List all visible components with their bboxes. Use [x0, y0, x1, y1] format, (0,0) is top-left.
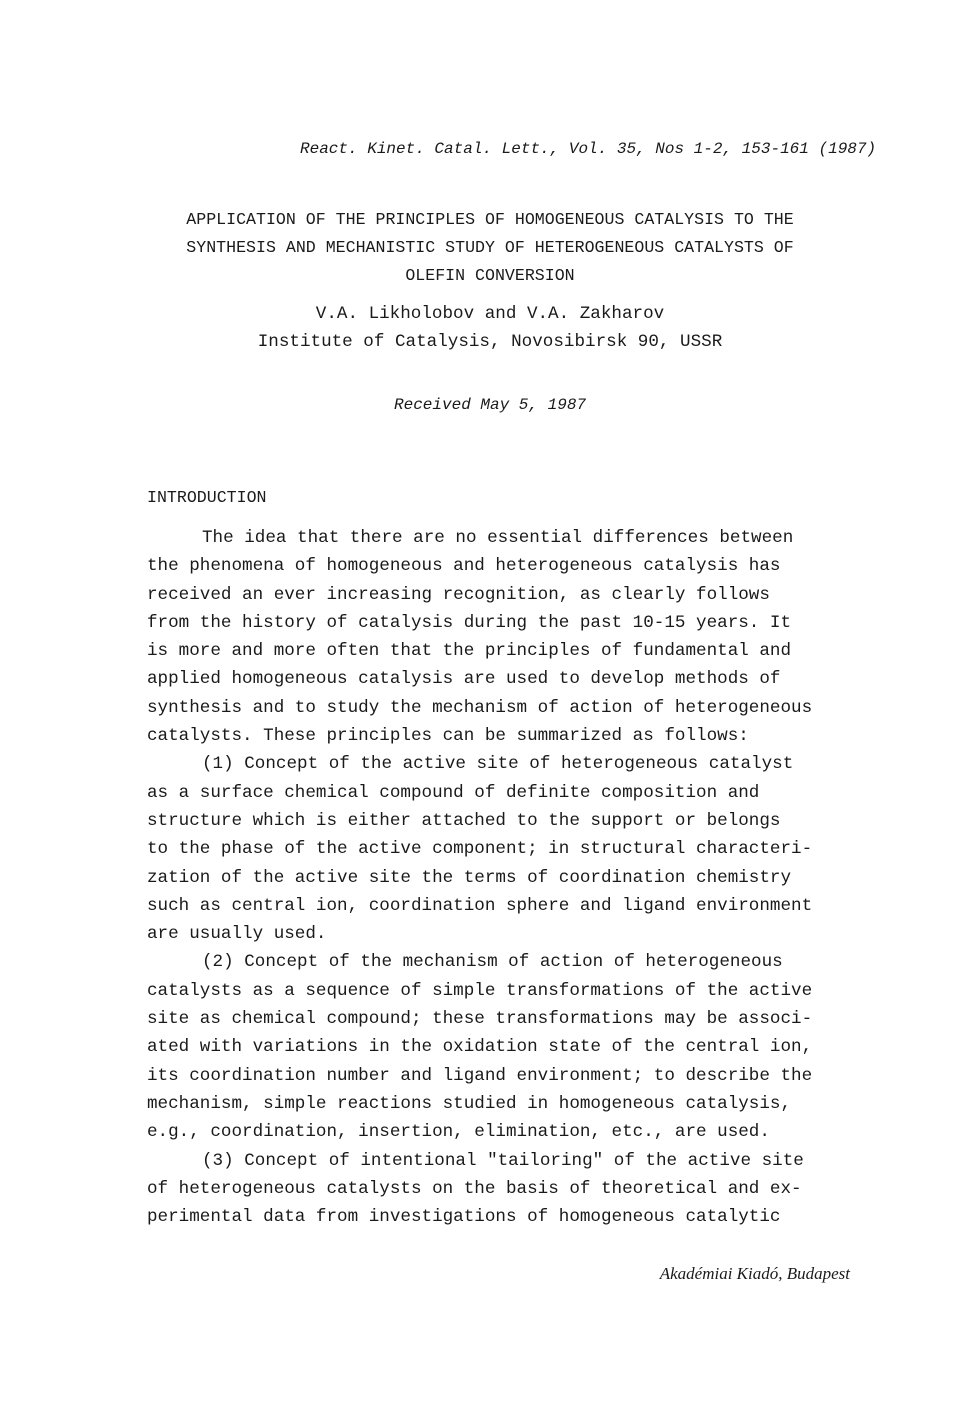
body-line: (2) Concept of the mechanism of action of heterogeneous [202, 952, 783, 973]
body-line: are usually used. [147, 924, 327, 945]
body-text [147, 524, 862, 1231]
title-line: APPLICATION OF THE PRINCIPLES OF HOMOGENEOUS CATALYSIS TO THE [186, 210, 794, 229]
title-line: SYNTHESIS AND MECHANISTIC STUDY OF HETEROGENEOUS CATALYSTS OF [186, 238, 794, 257]
body-line: (1) Concept of the active site of heterogeneous catalyst [202, 754, 794, 775]
body-line: synthesis and to study the mechanism of action of heterogeneous [147, 697, 813, 718]
body-line: from the history of catalysis during the past 10-15 years. It [147, 612, 792, 633]
body-line: received an ever increasing recognition, as clearly follows [147, 584, 770, 605]
body-line: such as central ion, coordination sphere and ligand environment [147, 895, 813, 916]
body-line: to the phase of the active component; in structural characteri- [147, 839, 813, 860]
received-date: Received May 5, 1987 [393, 396, 587, 414]
author-affiliation: Institute of Catalysis, Novosibirsk 90, USSR [257, 332, 723, 352]
body-line: as a surface chemical compound of definite composition and [147, 782, 760, 803]
body-line: is more and more often that the principles of fundamental and [147, 641, 792, 662]
body-line: site as chemical compound; these transformations may be associ- [147, 1009, 813, 1030]
body-line: of heterogeneous catalysts on the basis of theoretical and ex- [147, 1178, 802, 1199]
section-heading: INTRODUCTION [147, 488, 267, 507]
body-line: ated with variations in the oxidation state of the central ion, [147, 1037, 813, 1058]
publisher-imprint: Akadémiai Kiadó, Budapest [659, 1264, 850, 1283]
body-line: The idea that there are no essential differences between [202, 528, 794, 548]
body-line: (3) Concept of intentional "tailoring" of the active site [202, 1150, 804, 1171]
body-line: applied homogeneous catalysis are used to develop methods of [147, 669, 781, 690]
body-line: mechanism, simple reactions studied in homogeneous catalysis, [147, 1093, 792, 1114]
title-line: OLEFIN CONVERSION [405, 266, 575, 285]
body-line: structure which is either attached to the support or belongs [147, 810, 781, 831]
body-line: perimental data from investigations of homogeneous catalytic [147, 1207, 781, 1228]
body-line: zation of the active site the terms of coordination chemistry [147, 867, 792, 888]
author-block [120, 300, 860, 356]
body-line: catalysts. These principles can be summarized as follows: [147, 726, 749, 747]
body-line: the phenomena of homogeneous and heterogeneous catalysis has [147, 556, 781, 577]
journal-citation: React. Kinet. Catal. Lett., Vol. 35, Nos 1-2, 153-161 (1987) [300, 140, 877, 158]
body-line: its coordination number and ligand environment; to describe the [147, 1065, 813, 1086]
author-names: V.A. Likholobov and V.A. Zakharov [315, 304, 665, 324]
paper-title [120, 206, 860, 290]
body-line: catalysts as a sequence of simple transformations of the active [147, 980, 813, 1001]
body-line: e.g., coordination, insertion, elimination, etc., are used. [147, 1122, 770, 1143]
